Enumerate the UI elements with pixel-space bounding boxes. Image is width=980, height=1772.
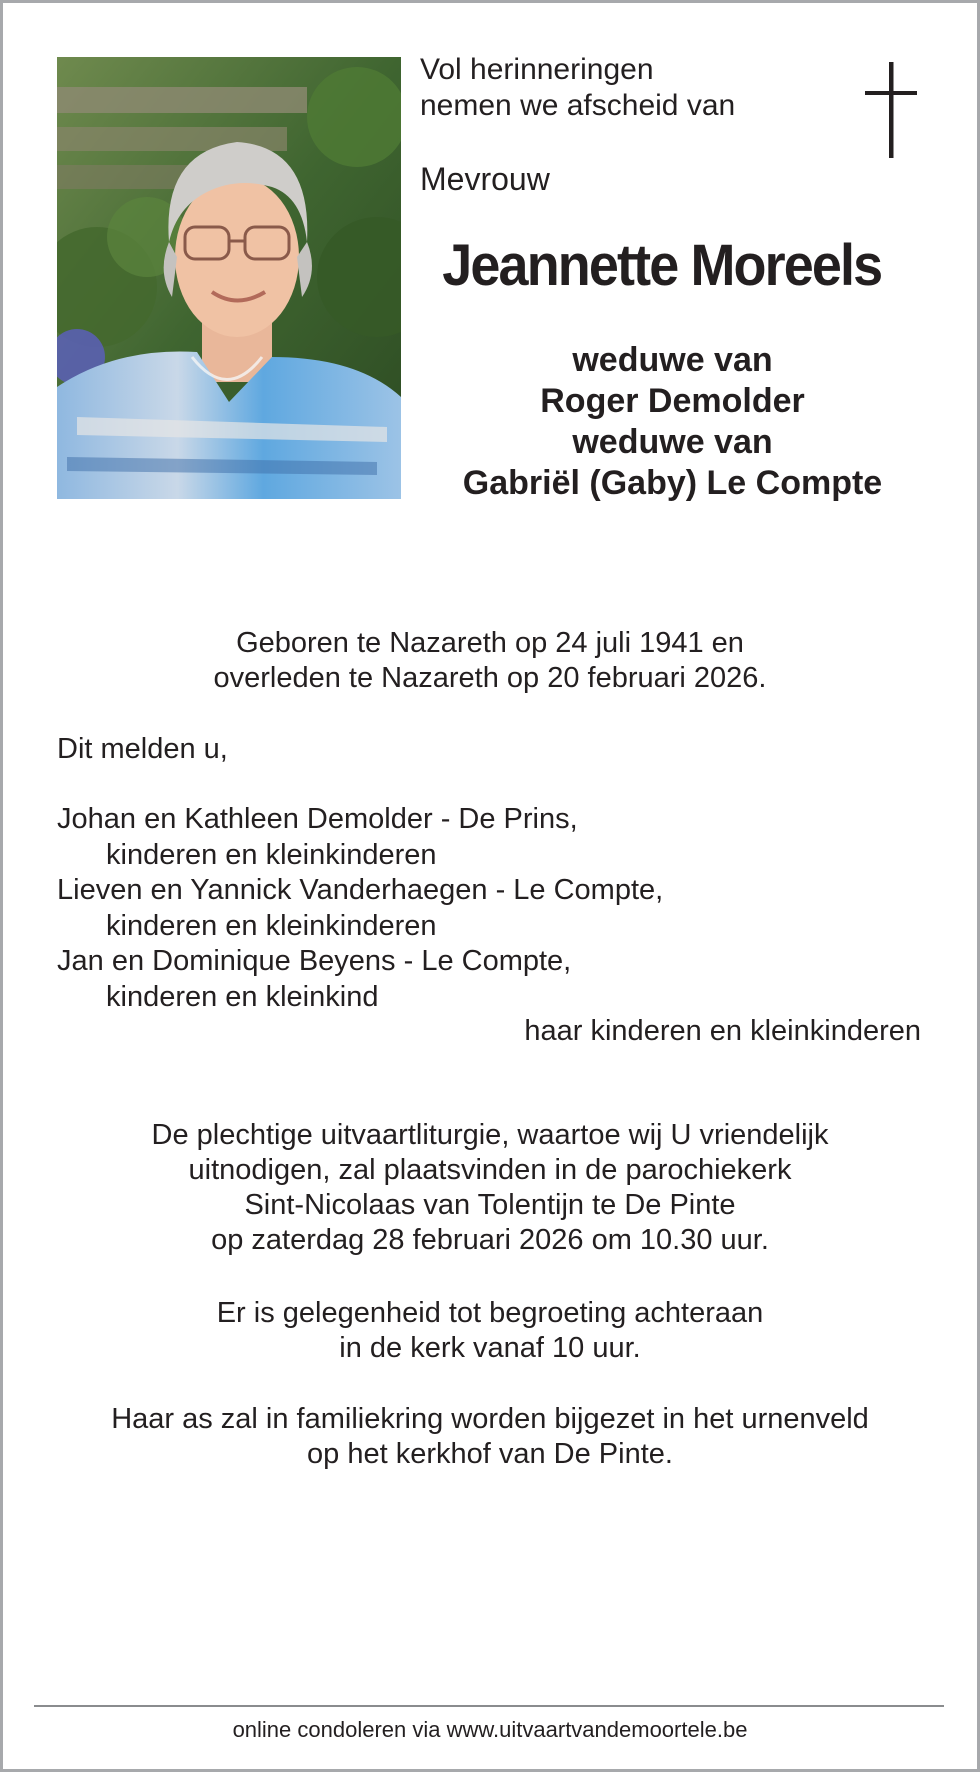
family-descendants: kinderen en kleinkinderen (106, 838, 437, 871)
deceased-name: Jeannette Moreels (442, 233, 882, 298)
family-names: Lieven en Yannick Vanderhaegen - Le Compte, (57, 874, 664, 906)
portrait-photo (57, 57, 401, 499)
footer-divider (34, 1705, 944, 1707)
widow-block (420, 340, 925, 504)
announcement-greeting (57, 732, 228, 768)
burial-line: op het kerkhof van De Pinte. (307, 1438, 673, 1470)
honorific: Mevrouw (420, 161, 550, 197)
funeral-info (0, 1118, 980, 1258)
greeting-line: Dit melden u, (57, 733, 228, 765)
widow-line: weduwe van (572, 341, 773, 379)
funeral-line: op zaterdag 28 februari 2026 om 10.30 uur. (211, 1224, 769, 1256)
family-names: Jan en Dominique Beyens - Le Compte, (57, 945, 572, 977)
family-descendants: kinderen en kleinkinderen (106, 909, 437, 942)
family-signoff: haar kinderen en kleinkinderen (524, 1015, 921, 1047)
spouse-name: Roger Demolder (540, 382, 805, 420)
condolence-line: Er is gelegenheid tot begroeting achteraan (216, 1297, 764, 1329)
birth-death-dates (0, 626, 980, 696)
online-condolence-link[interactable]: online condoleren via www.uitvaartvandemoortele.be (232, 1717, 748, 1742)
condolence-line: in de kerk vanaf 10 uur. (339, 1332, 641, 1364)
family-names: Johan en Kathleen Demolder - De Prins, (57, 803, 578, 835)
condolence-info (0, 1296, 980, 1366)
date-line: overleden te Nazareth op 20 februari 2026. (213, 662, 767, 694)
funeral-line: uitnodigen, zal plaatsvinden in de parochiekerk (188, 1154, 792, 1186)
intro-line: Vol herinneringen (420, 53, 654, 86)
family-list (57, 802, 663, 1015)
burial-line: Haar as zal in familiekring worden bijgezet in het urnenveld (111, 1403, 869, 1435)
date-line: Geboren te Nazareth op 24 juli 1941 en (236, 627, 744, 659)
burial-info (0, 1402, 980, 1472)
family-descendants: kinderen en kleinkind (106, 980, 379, 1013)
widow-line: weduwe van (572, 423, 773, 461)
funeral-line: Sint-Nicolaas van Tolentijn te De Pinte (244, 1189, 736, 1221)
latin-cross-icon (862, 60, 920, 160)
spouse-name: Gabriël (Gaby) Le Compte (462, 464, 883, 502)
intro-text (420, 52, 735, 124)
intro-line: nemen we afscheid van (420, 89, 736, 122)
funeral-line: De plechtige uitvaartliturgie, waartoe wij U vriendelijk (151, 1119, 829, 1151)
